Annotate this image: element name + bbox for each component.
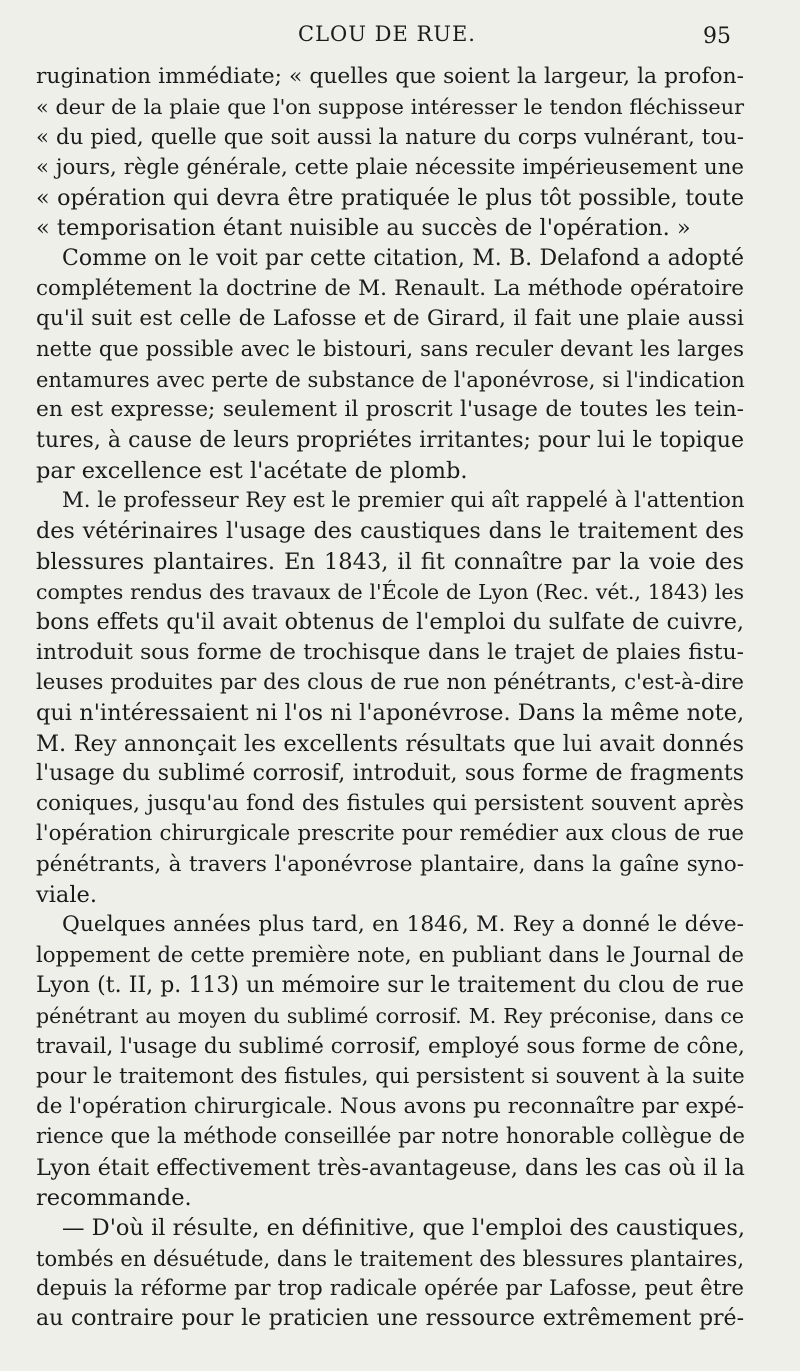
text-line: pénétrant au moyen du sublimé corrosif. M. Rey préconise, dans ce [36,1004,744,1029]
page-body-text [36,62,744,1334]
text-line: depuis la réforme par trop radicale opérée par Lafosse, peut être [36,1275,744,1301]
text-line: nette que possible avec le bistouri, sans reculer devant les larges [36,336,744,362]
text-line: de l'opération chirurgicale. Nous avons pu reconnaître par expé- [36,1094,744,1120]
text-line: Lyon était effectivement très-avantageuse, dans les cas où il la [36,1154,745,1181]
text-line: pour le traitemont des fistules, qui persistent si souvent à la suite [36,1063,745,1089]
text-line: comptes rendus des travaux de l'École de Lyon (Rec. vét., 1843) les [36,580,744,605]
text-line: rugination immédiate; « quelles que soient la largeur, la profon- [36,64,744,89]
text-line: qu'il suit est celle de Lafosse et de Girard, il fait une plaie aussi [36,306,744,332]
text-line: Comme on le voit par cette citation, M. B. Delafond a adopté [62,245,744,271]
text-line: « du pied, quelle que soit aussi la nature du corps vulnérant, tou- [36,124,744,150]
text-line: entamures avec perte de substance de l'aponévrose, si l'indication [36,367,745,392]
text-line: « temporisation étant nuisible au succès de l'opération. » [36,215,691,242]
text-line: « deur de la plaie que l'on suppose intéresser le tendon fléchisseur [36,95,744,120]
text-line: « jours, règle générale, cette plaie nécessite impérieusement une [36,154,744,180]
text-line: en est expresse; seulement il proscrit l'usage de toutes les tein- [36,397,744,423]
text-line: M. le professeur Rey est le premier qui aît rappelé à l'attention [62,488,745,514]
text-line: complétement la doctrine de M. Renault. La méthode opératoire [36,276,744,302]
text-line: coniques, jusqu'au fond des fistules qui persistent souvent après [36,791,744,817]
text-line: tombés en désuétude, dans le traitement des blessures plantaires, [36,1246,744,1271]
text-line: recommande. [36,1184,192,1211]
text-line: travail, l'usage du sublimé corrosif, employé sous forme de cône, [36,1033,745,1059]
text-line: qui n'intéressaient ni l'os ni l'aponévrose. Dans la même note, [36,700,745,727]
text-line: Lyon (t. II, p. 113) un mémoire sur le traitement du clou de rue [36,972,744,998]
text-line: — D'où il résulte, en définitive, que l'emploi des caustiques, [62,1215,746,1242]
text-line: des vétérinaires l'usage des caustiques dans le traitement des [36,518,744,545]
text-line: M. Rey annonçait les excellents résultats que lui avait donnés [36,730,744,757]
text-line: rience que la méthode conseillée par notre honorable collègue de [36,1124,745,1150]
running-title: CLOU DE RUE. [298,22,476,46]
text-line: « opération qui devra être pratiquée le plus tôt possible, toute [36,185,744,212]
page-header [0,22,800,52]
text-line: au contraire pour le praticien une ressource extrêmement pré- [36,1306,744,1332]
text-line: viale. [36,882,97,909]
text-line: pénétrants, à travers l'aponévrose plantaire, dans la gaîne syno- [36,851,744,877]
text-line: Quelques années plus tard, en 1846, M. Rey a donné le déve- [62,912,744,938]
page-number: 95 [703,24,731,49]
text-line: bons effets qu'il avait obtenus de l'emploi du sulfate de cuivre, [36,609,744,636]
text-line: l'opération chirurgicale prescrite pour remédier aux clous de rue [36,821,744,847]
text-line: par excellence est l'acétate de plomb. [36,457,468,484]
text-line: tures, à cause de leurs propriétes irritantes; pour lui le topique [36,427,744,453]
text-line: introduit sous forme de trochisque dans le trajet de plaies fistu- [36,639,744,665]
text-line: leuses produites par des clous de rue non pénétrants, c'est-à-dire [36,669,744,695]
text-line: blessures plantaires. En 1843, il fit connaître par la voie des [36,548,744,575]
text-line: l'usage du sublimé corrosif, introduit, sous forme de fragments [36,760,744,786]
text-line: loppement de cette première note, en publiant dans le Journal de [36,942,744,968]
